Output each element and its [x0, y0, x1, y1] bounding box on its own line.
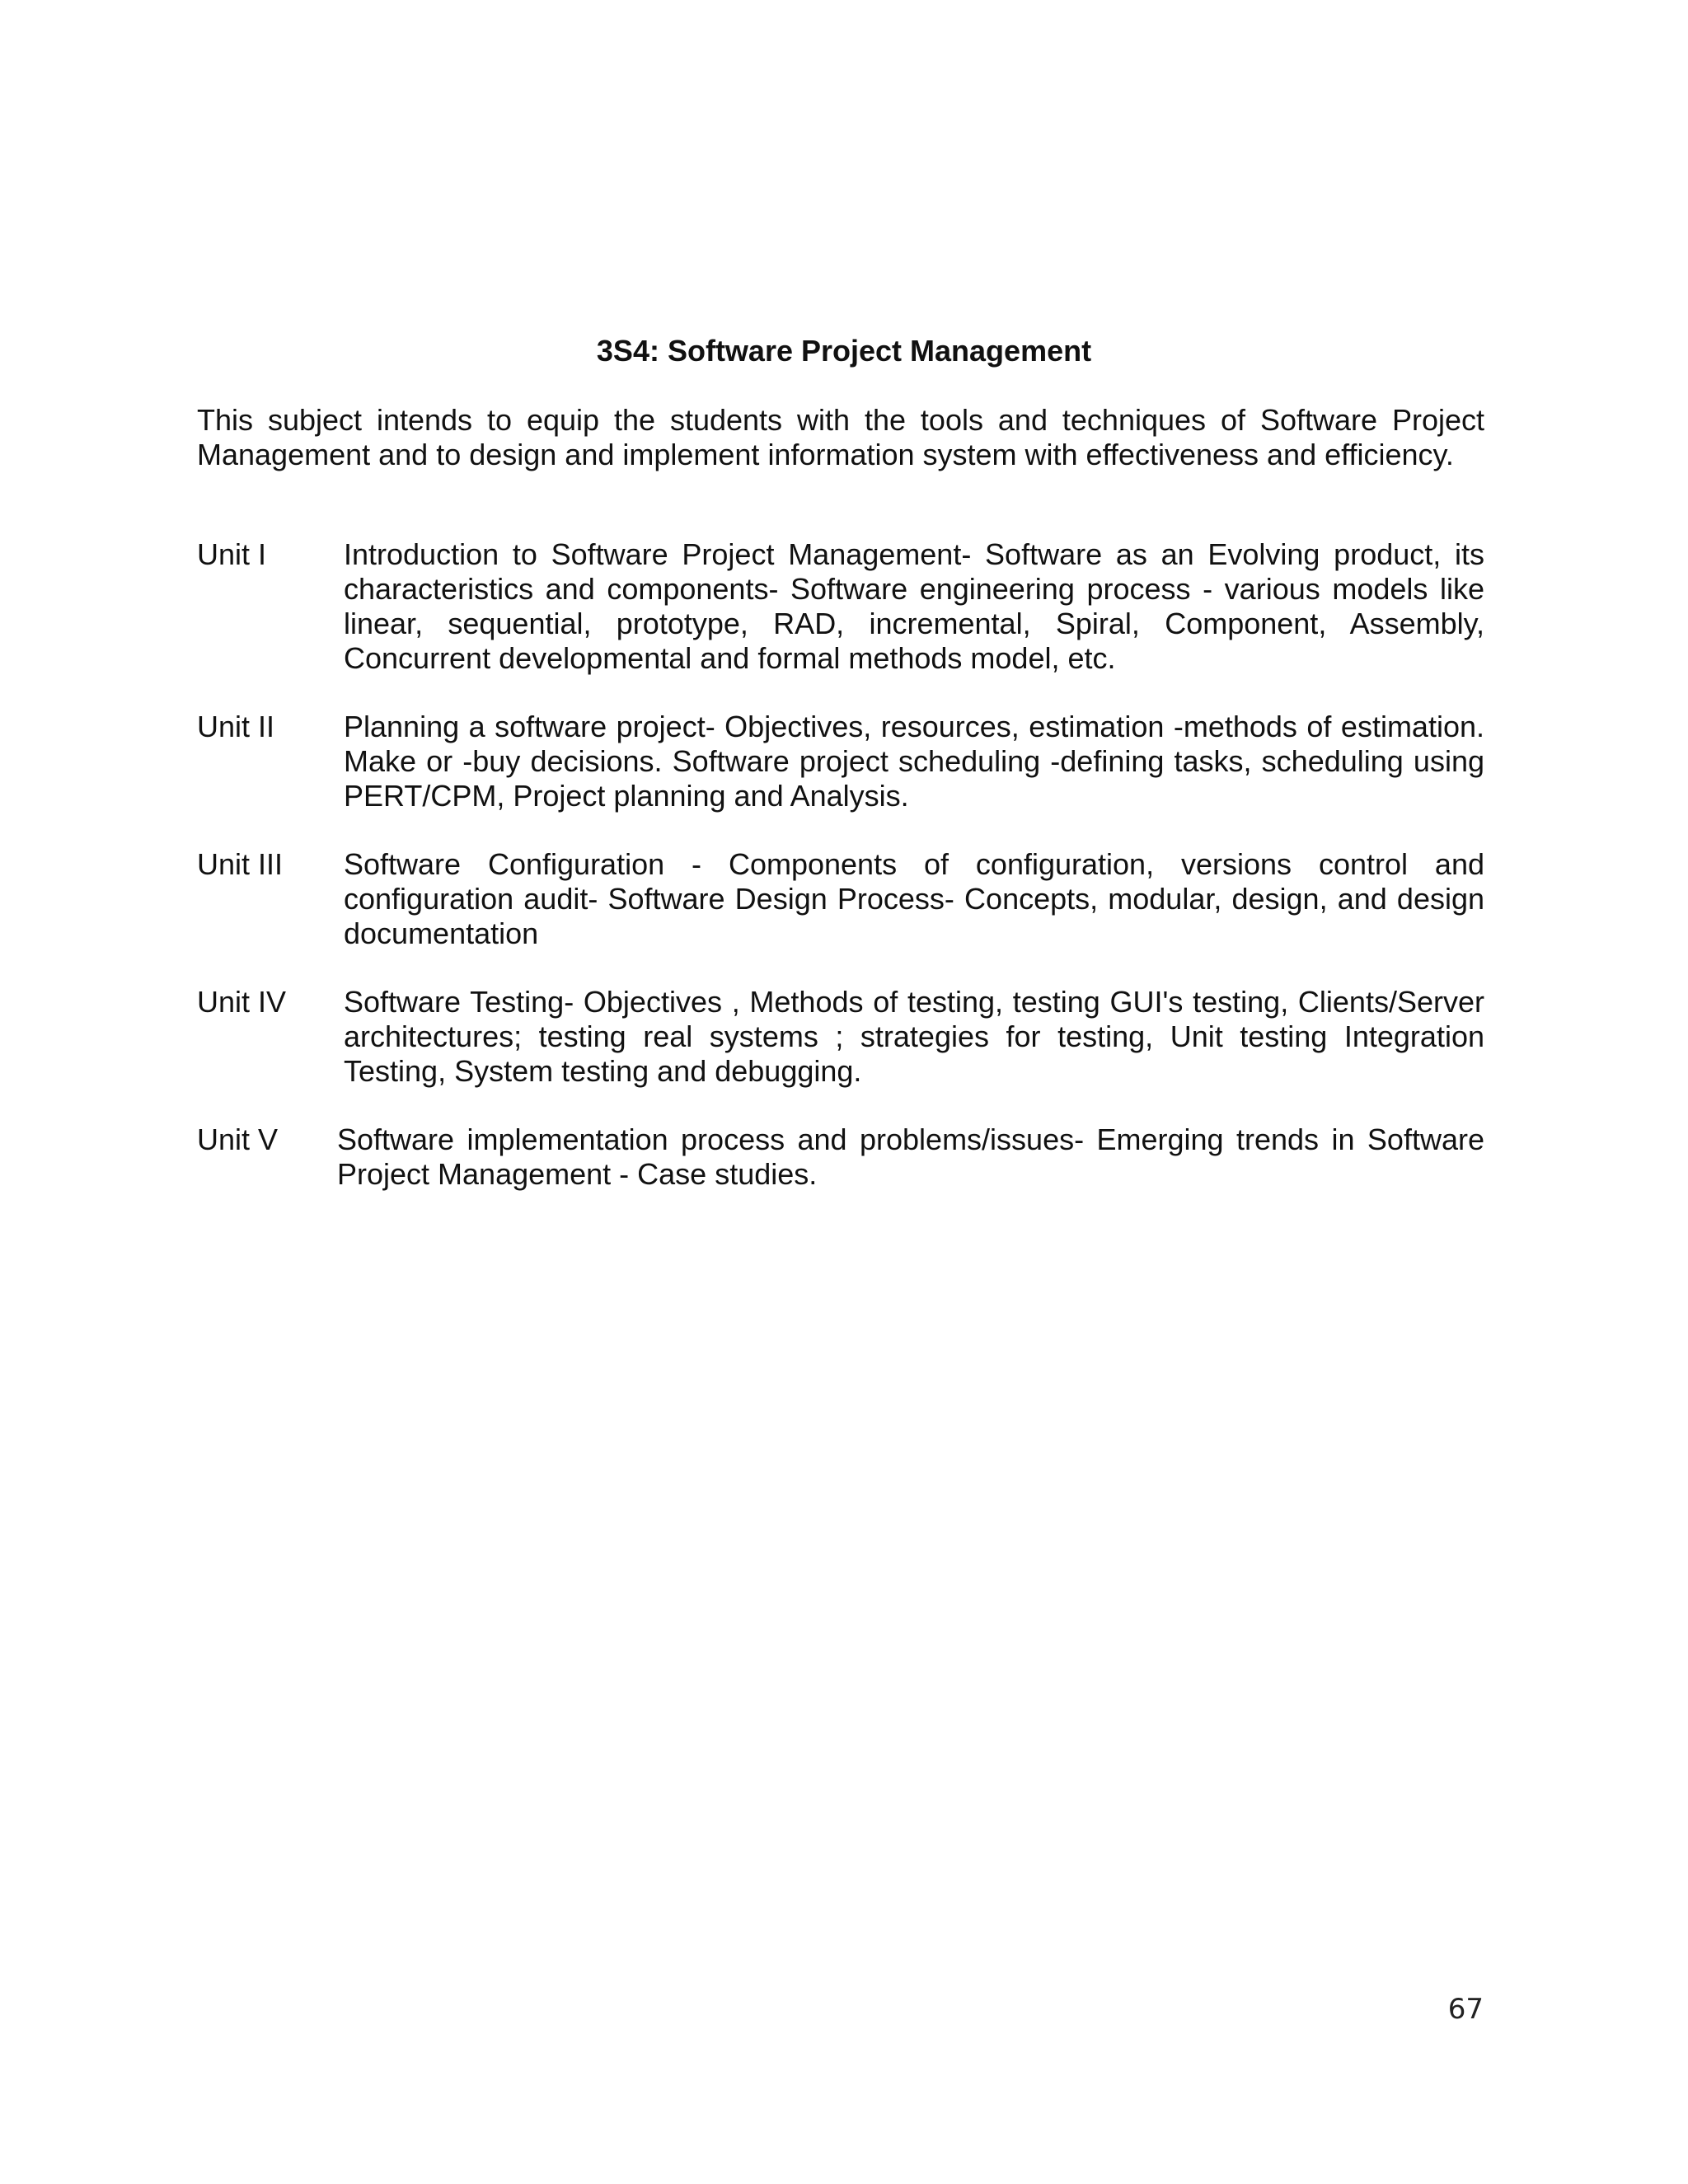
unit-description: Introduction to Software Project Management- Software as an Evolving product, its characteristics and components- Software engineering process - various models like linear, sequential, prototype, RAD, incremental, Spiral, Component, Assembly, Concurrent developmental and formal methods model, etc.: [344, 537, 1484, 675]
unit-description: Planning a software project- Objectives, resources, estimation -methods of estimation. Make or -buy decisions. Software project scheduling -defining tasks, scheduling using PERT/CPM, Project planning and Analysis.: [344, 710, 1484, 813]
unit-label: Unit V: [197, 1122, 279, 1156]
unit-label: Unit II: [197, 710, 275, 743]
intro-paragraph: This subject intends to equip the students with the tools and techniques of Software Project Management and to design and implement information system with effectiveness and efficiency.: [197, 403, 1484, 471]
unit-description: Software implementation process and problems/issues- Emerging trends in Software Project Management - Case studies.: [337, 1122, 1484, 1191]
unit-label: Unit IV: [197, 985, 287, 1019]
unit-label: Unit III: [197, 847, 284, 881]
document-title: 3S4: Software Project Management: [596, 334, 1092, 368]
unit-label: Unit I: [197, 537, 267, 571]
page-number: 67: [1447, 1993, 1484, 2026]
unit-description: Software Configuration - Components of configuration, versions control and configuration audit- Software Design Process- Concepts, modular, design, and design documentation: [344, 847, 1484, 950]
unit-description: Software Testing- Objectives , Methods of testing, testing GUI's testing, Clients/Server architectures; testing real systems ; strategies for testing, Unit testing Integration Testing, System testing and debugging.: [344, 985, 1484, 1088]
